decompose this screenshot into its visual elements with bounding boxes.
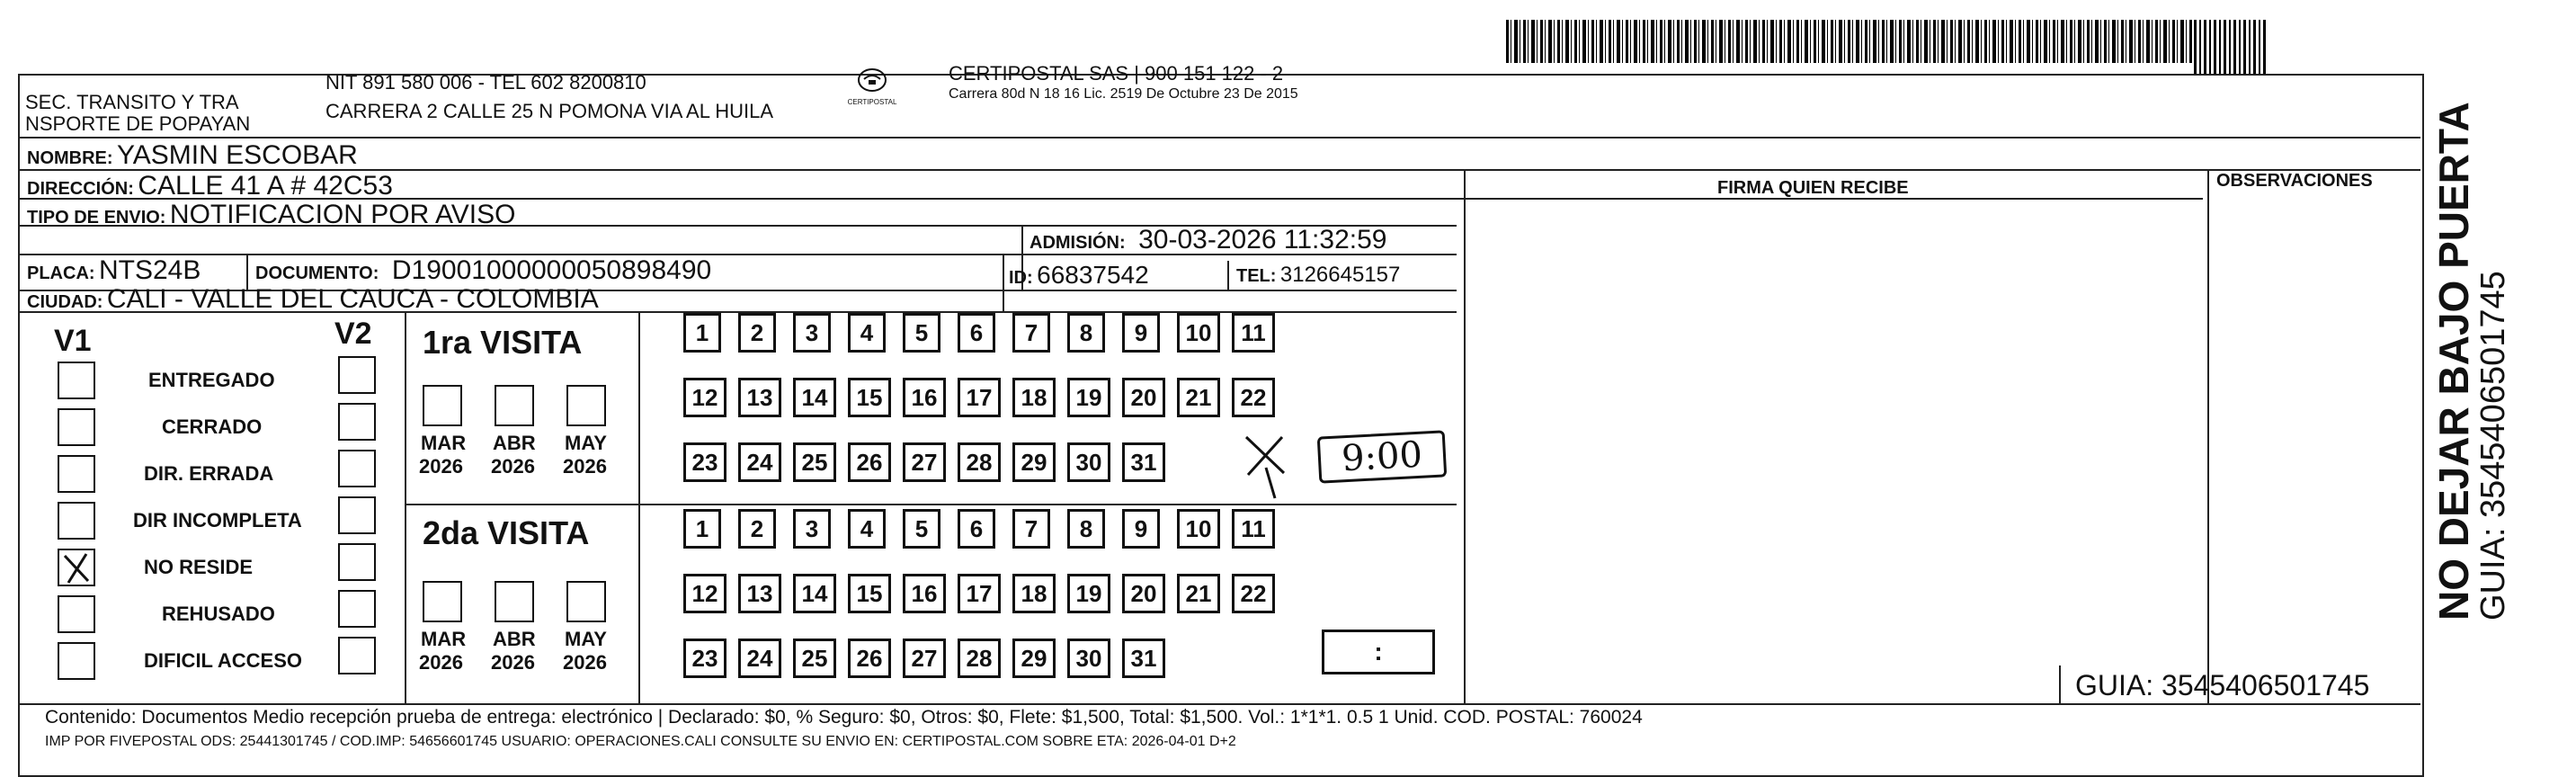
- day-box[interactable]: 20: [1122, 378, 1165, 417]
- firma-heading: FIRMA QUIEN RECIBE: [1717, 178, 1909, 198]
- certipostal-logo: CERTIPOSTAL: [845, 67, 899, 119]
- divider: [1464, 169, 1466, 703]
- v2-checkbox[interactable]: [338, 356, 376, 394]
- day-box[interactable]: 20: [1122, 574, 1165, 613]
- logo-icon: [856, 67, 888, 94]
- v1-checkbox[interactable]: [58, 595, 95, 633]
- day-box[interactable]: 3: [793, 313, 831, 353]
- field-tipo: [27, 200, 515, 230]
- ciudad-label: CIUDAD:: [27, 292, 103, 312]
- year-label: 2026: [419, 651, 463, 674]
- field-nombre: [27, 140, 358, 171]
- day-box[interactable]: 6: [958, 313, 995, 353]
- month-checkbox[interactable]: [423, 581, 462, 622]
- placa-value: NTS24B: [99, 255, 201, 285]
- year-label: 2026: [419, 455, 463, 478]
- status-option-label: REHUSADO: [162, 603, 275, 625]
- divider: [405, 504, 1457, 505]
- divider: [638, 311, 640, 703]
- check-x-icon: [59, 550, 94, 585]
- v2-checkbox[interactable]: [338, 496, 376, 534]
- day-31-strike-mark: [1239, 432, 1293, 504]
- day-box[interactable]: 16: [903, 574, 946, 613]
- barcode-partial: [2194, 20, 2266, 74]
- field-direccion: [27, 171, 393, 201]
- status-option-label: CERRADO: [162, 415, 263, 438]
- day-box[interactable]: 18: [1012, 378, 1056, 417]
- day-box[interactable]: 13: [738, 378, 781, 417]
- divider: [405, 311, 406, 703]
- entity-name-line2: NSPORTE DE POPAYAN: [25, 112, 251, 135]
- nombre-value: YASMIN ESCOBAR: [117, 140, 358, 170]
- v2-checkbox[interactable]: [338, 590, 376, 628]
- day-box[interactable]: 9: [1122, 313, 1160, 353]
- day-box[interactable]: 22: [1232, 574, 1275, 613]
- placa-label: PLACA:: [27, 263, 95, 283]
- month-label: MAR: [421, 432, 467, 454]
- courier-license: Carrera 80d N 18 16 Lic. 2519 De Octubre 23 De 2015: [949, 86, 1298, 102]
- tel-label: TEL:: [1236, 266, 1277, 286]
- month-label: MAR: [421, 628, 467, 650]
- month-checkbox[interactable]: [495, 581, 534, 622]
- day-box[interactable]: 2: [738, 313, 776, 353]
- field-id: [1009, 261, 1149, 290]
- courier-name: CERTIPOSTAL SAS | 900 151 122 - 2: [949, 62, 1284, 85]
- field-admision: [1030, 225, 1386, 255]
- day-box[interactable]: 16: [903, 378, 946, 417]
- day-box[interactable]: 25: [793, 442, 836, 482]
- day-box[interactable]: 7: [1012, 313, 1050, 353]
- field-placa: [27, 255, 201, 286]
- documento-label: DOCUMENTO:: [255, 263, 379, 283]
- day-box[interactable]: 12: [683, 378, 726, 417]
- barcode: [1506, 20, 2198, 63]
- admision-label: ADMISIÓN:: [1030, 233, 1126, 253]
- v2-checkbox[interactable]: [338, 637, 376, 674]
- year-label: 2026: [563, 455, 607, 478]
- day-box[interactable]: 28: [958, 442, 1001, 482]
- direccion-value: CALLE 41 A # 42C53: [138, 171, 393, 201]
- v2-label: V2: [334, 317, 372, 351]
- day-box[interactable]: 7: [1012, 509, 1050, 549]
- day-box[interactable]: 24: [738, 442, 781, 482]
- day-box[interactable]: 8: [1067, 509, 1105, 549]
- tipo-label: TIPO DE ENVIO:: [27, 208, 166, 228]
- day-box[interactable]: 6: [958, 509, 995, 549]
- entity-address: CARRERA 2 CALLE 25 N POMONA VIA AL HUILA: [325, 100, 774, 122]
- day-box[interactable]: 21: [1177, 378, 1220, 417]
- day-box[interactable]: 4: [848, 509, 886, 549]
- field-tel: [1236, 263, 1400, 288]
- field-ciudad: [27, 284, 599, 315]
- month-checkbox[interactable]: [566, 581, 606, 622]
- admision-value: 30-03-2026 11:32:59: [1138, 225, 1387, 255]
- month-checkbox[interactable]: [423, 385, 462, 426]
- tel-value: 3126645157: [1279, 263, 1401, 287]
- status-option-label: ENTREGADO: [148, 369, 275, 391]
- day-box[interactable]: 31: [1122, 639, 1165, 678]
- status-option-label: DIR. ERRADA: [144, 462, 274, 485]
- direccion-label: DIRECCIÓN:: [27, 179, 134, 199]
- day-box[interactable]: 25: [793, 639, 836, 678]
- day-box[interactable]: 24: [738, 639, 781, 678]
- day-box[interactable]: 21: [1177, 574, 1220, 613]
- day-box[interactable]: 19: [1067, 574, 1110, 613]
- day-box[interactable]: 8: [1067, 313, 1105, 353]
- v1-checkbox[interactable]: [58, 502, 95, 540]
- month-label: MAY: [565, 432, 607, 454]
- v1-checkbox[interactable]: [58, 455, 95, 493]
- day-box[interactable]: 27: [903, 442, 946, 482]
- documento-value: D19001000000050898490: [391, 255, 712, 285]
- side-guia: GUIA: 3545406501745: [2474, 271, 2512, 621]
- status-option-label: NO RESIDE: [144, 556, 254, 578]
- status-option-label: DIR INCOMPLETA: [133, 509, 302, 531]
- day-box[interactable]: 19: [1067, 378, 1110, 417]
- visit1-time-box: [1317, 430, 1448, 483]
- day-box[interactable]: 10: [1177, 509, 1220, 549]
- month-checkbox[interactable]: [566, 385, 606, 426]
- day-box[interactable]: 14: [793, 574, 836, 613]
- day-box[interactable]: 5: [903, 509, 940, 549]
- visit1-time: 9:00: [1340, 433, 1424, 480]
- id-label: ID:: [1009, 268, 1033, 288]
- v2-checkbox[interactable]: [338, 543, 376, 581]
- day-box[interactable]: 30: [1067, 639, 1110, 678]
- divider: [1003, 254, 1004, 311]
- visit1-title: 1ra VISITA: [423, 324, 583, 361]
- day-box[interactable]: 11: [1232, 509, 1275, 549]
- month-label: ABR: [493, 432, 536, 454]
- day-box[interactable]: 27: [903, 639, 946, 678]
- day-box[interactable]: 22: [1232, 378, 1275, 417]
- day-box[interactable]: 9: [1122, 509, 1160, 549]
- day-box[interactable]: 18: [1012, 574, 1056, 613]
- v1-checkbox[interactable]: [58, 642, 95, 680]
- guia-number: GUIA: 3545406501745: [2075, 669, 2370, 701]
- guia-box: [2059, 665, 2420, 703]
- day-box[interactable]: 26: [848, 639, 891, 678]
- year-label: 2026: [563, 651, 607, 674]
- entity-name-line1: SEC. TRANSITO Y TRA: [25, 91, 239, 113]
- day-box[interactable]: 1: [683, 509, 721, 549]
- visit2-title: 2da VISITA: [423, 514, 590, 551]
- day-box[interactable]: 4: [848, 313, 886, 353]
- observaciones-heading: OBSERVACIONES: [2216, 171, 2373, 191]
- month-label: ABR: [493, 628, 536, 650]
- footer-contenido: Contenido: Documentos Medio recepción prueba de entrega: electrónico | Declarado: $0, % Seguro: $0, Otros: $0, Flete: $1,500, Total: $1,500. Vol.: 1*1*1. 0.5 1 Unid. COD. POSTAL: 760024: [45, 707, 1643, 728]
- v2-checkbox[interactable]: [338, 403, 376, 441]
- day-box[interactable]: 17: [958, 574, 1001, 613]
- tipo-value: NOTIFICACION POR AVISO: [169, 200, 516, 229]
- status-option-label: DIFICIL ACCESO: [144, 649, 303, 672]
- divider: [18, 703, 2420, 705]
- month-label: MAY: [565, 628, 607, 650]
- id-value: 66837542: [1037, 261, 1149, 289]
- year-label: 2026: [491, 651, 535, 674]
- divider: [1227, 261, 1229, 290]
- field-documento: [255, 255, 711, 286]
- day-box[interactable]: 23: [683, 639, 726, 678]
- day-box[interactable]: 11: [1232, 313, 1275, 353]
- day-box[interactable]: 14: [793, 378, 836, 417]
- day-box[interactable]: 12: [683, 574, 726, 613]
- day-box[interactable]: 17: [958, 378, 1001, 417]
- nombre-label: NOMBRE:: [27, 148, 113, 168]
- day-box[interactable]: 15: [848, 574, 891, 613]
- visit2-time: :: [1374, 638, 1383, 665]
- year-label: 2026: [491, 455, 535, 478]
- day-box[interactable]: 2: [738, 509, 776, 549]
- day-box[interactable]: 30: [1067, 442, 1110, 482]
- month-checkbox[interactable]: [495, 385, 534, 426]
- day-box[interactable]: 28: [958, 639, 1001, 678]
- divider: [2207, 169, 2209, 703]
- footer-impresion: IMP POR FIVEPOSTAL ODS: 25441301745 / COD.IMP: 54656601745 USUARIO: OPERACIONES.CALI CONSULTE SU ENVIO EN: CERTIPOSTAL.COM SOBRE ETA: 2026-04-01 D+2: [45, 734, 1236, 749]
- v1-checkbox[interactable]: [58, 408, 95, 446]
- v1-checkbox[interactable]: [58, 362, 95, 399]
- day-box[interactable]: 3: [793, 509, 831, 549]
- v1-checkbox[interactable]: [58, 549, 95, 586]
- entity-nit: NIT 891 580 006 - TEL 602 8200810: [325, 71, 646, 94]
- visit2-time-box: [1322, 630, 1435, 674]
- day-box[interactable]: 10: [1177, 313, 1220, 353]
- day-box[interactable]: 26: [848, 442, 891, 482]
- day-box[interactable]: 29: [1012, 442, 1056, 482]
- day-box[interactable]: 1: [683, 313, 721, 353]
- day-box[interactable]: 23: [683, 442, 726, 482]
- v2-checkbox[interactable]: [338, 450, 376, 487]
- day-box[interactable]: 15: [848, 378, 891, 417]
- ciudad-value: CALI - VALLE DEL CAUCA - COLOMBIA: [106, 284, 599, 314]
- day-box[interactable]: 5: [903, 313, 940, 353]
- day-box[interactable]: 31: [1122, 442, 1165, 482]
- no-dejar-bajo-puerta: NO DEJAR BAJO PUERTA: [2430, 102, 2477, 621]
- day-box[interactable]: 13: [738, 574, 781, 613]
- divider: [18, 137, 2420, 138]
- day-box[interactable]: 29: [1012, 639, 1056, 678]
- v1-label: V1: [54, 324, 92, 358]
